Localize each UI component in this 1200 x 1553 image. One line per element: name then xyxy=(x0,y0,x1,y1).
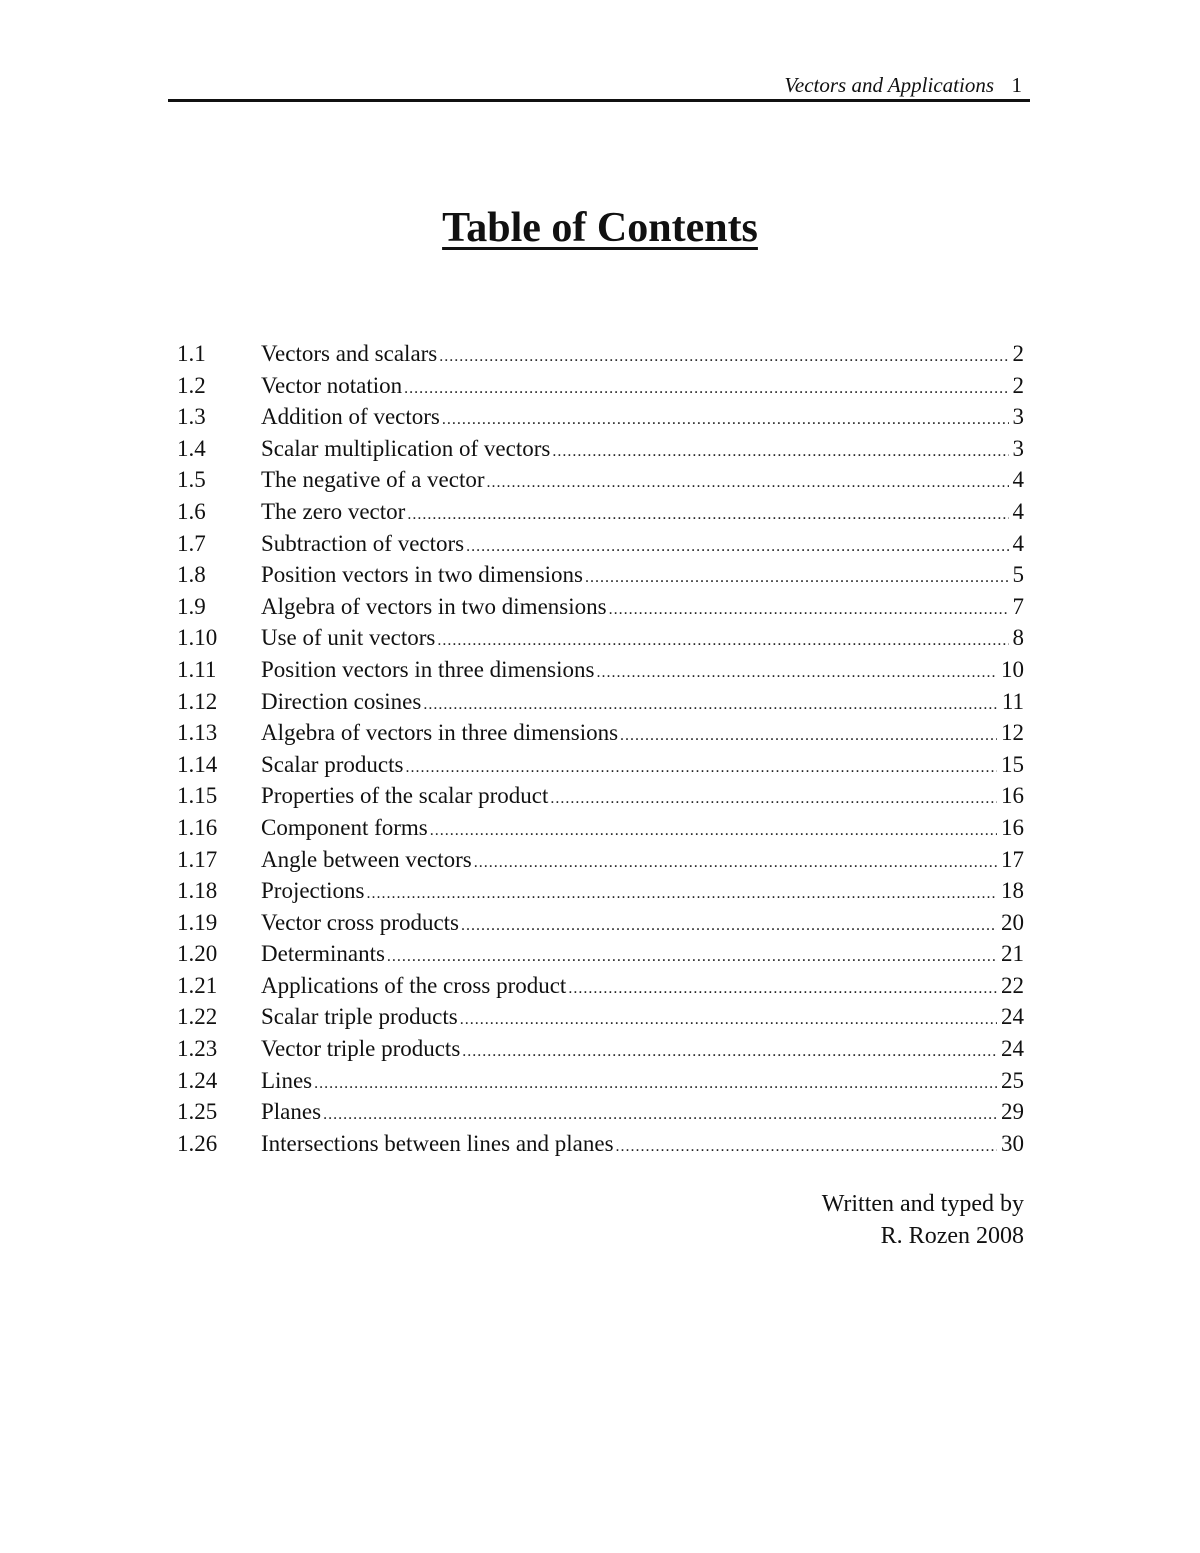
toc-dot-leader xyxy=(466,531,1008,563)
toc-entry-page: 4 xyxy=(1012,498,1024,524)
toc-entry[interactable] xyxy=(177,938,1024,970)
toc-entry[interactable] xyxy=(177,559,1024,591)
toc-dot-leader xyxy=(439,341,1008,373)
toc-entry-label: Direction cosines xyxy=(261,688,422,714)
toc-entry[interactable] xyxy=(177,591,1024,623)
toc-entry[interactable] xyxy=(177,780,1024,812)
toc-entry-number: 1.21 xyxy=(177,972,218,998)
toc-entry-number: 1.22 xyxy=(177,1004,218,1030)
toc-entry-number: 1.18 xyxy=(177,878,218,904)
toc-entry[interactable] xyxy=(177,1001,1024,1033)
toc-entry-label: Algebra of vectors in three dimensions xyxy=(261,720,619,746)
toc-entry-label: Vector triple products xyxy=(261,1036,461,1062)
toc-entry[interactable] xyxy=(177,496,1024,528)
toc-entry-page: 8 xyxy=(1012,625,1024,651)
toc-entry-label: Planes xyxy=(261,1099,322,1125)
toc-entry-page: 12 xyxy=(1001,720,1024,746)
toc-entry[interactable] xyxy=(177,433,1024,465)
toc-entry-number: 1.16 xyxy=(177,814,218,840)
toc-entry-page: 17 xyxy=(1001,846,1024,872)
toc-entry-label: Position vectors in two dimensions xyxy=(261,562,583,588)
toc-dot-leader xyxy=(585,562,1009,594)
toc-dot-leader xyxy=(552,436,1008,468)
toc-entry-label: Determinants xyxy=(261,941,385,967)
toc-entry-number: 1.12 xyxy=(177,688,218,714)
toc-entry-number: 1.8 xyxy=(177,562,206,588)
toc-dot-leader xyxy=(474,847,997,879)
page-title-text: Table of Contents xyxy=(442,205,758,251)
toc-entry[interactable] xyxy=(177,528,1024,560)
toc-entry[interactable] xyxy=(177,1096,1024,1128)
toc-entry[interactable] xyxy=(177,812,1024,844)
toc-entry-label: Algebra of vectors in two dimensions xyxy=(261,593,607,619)
toc-entry[interactable] xyxy=(177,749,1024,781)
credits-line-written: Written and typed by xyxy=(821,1191,1024,1217)
toc-entry-label: Vectors and scalars xyxy=(261,341,438,366)
toc-entry-label: Subtraction of vectors xyxy=(261,530,465,556)
toc-entry-label: The zero vector xyxy=(261,498,406,524)
toc-entry-number: 1.5 xyxy=(177,467,206,493)
toc-entry-label: Vector notation xyxy=(261,372,403,398)
toc-dot-leader xyxy=(461,910,997,942)
toc-entry-label: Intersections between lines and planes xyxy=(261,1130,614,1156)
toc-dot-leader xyxy=(462,1036,997,1068)
toc-entry-number: 1.14 xyxy=(177,751,218,777)
toc-entry-page: 2 xyxy=(1012,372,1024,398)
toc-entry[interactable] xyxy=(177,622,1024,654)
toc-entry-page: 29 xyxy=(1001,1099,1024,1125)
toc-entry-number: 1.19 xyxy=(177,909,218,935)
header-title: Vectors and Applications xyxy=(784,73,994,97)
toc-dot-leader xyxy=(442,404,1009,436)
toc-entry[interactable] xyxy=(177,844,1024,876)
toc-entry-label: Scalar multiplication of vectors xyxy=(261,435,551,461)
header-page-number: 1 xyxy=(1011,73,1022,97)
toc-entry-label: Vector cross products xyxy=(261,909,460,935)
toc-entry-label: Scalar triple products xyxy=(261,1004,458,1030)
toc-entry-number: 1.2 xyxy=(177,372,206,398)
toc-entry-label: Angle between vectors xyxy=(261,846,472,872)
toc-entry-label: Properties of the scalar product xyxy=(261,783,549,809)
page-title xyxy=(0,200,1200,256)
toc-entry-label: Projections xyxy=(261,878,365,904)
toc-entry[interactable] xyxy=(177,875,1024,907)
toc-dot-leader xyxy=(550,783,997,815)
toc-entry-number: 1.23 xyxy=(177,1036,218,1062)
toc-dot-leader xyxy=(430,815,997,847)
toc-dot-leader xyxy=(437,625,1008,657)
toc-entry[interactable] xyxy=(177,1033,1024,1065)
toc-entry-number: 1.1 xyxy=(177,341,206,366)
toc-entry-page: 10 xyxy=(1001,656,1024,682)
toc-dot-leader xyxy=(487,467,1009,499)
toc-entry-page: 3 xyxy=(1012,404,1024,430)
toc-dot-leader xyxy=(596,657,997,689)
toc-entry-page: 15 xyxy=(1001,751,1024,777)
toc-dot-leader xyxy=(387,941,997,973)
toc-entry-page: 7 xyxy=(1012,593,1024,619)
toc-entry[interactable] xyxy=(177,654,1024,686)
toc-entry[interactable] xyxy=(177,370,1024,402)
toc-entry-number: 1.9 xyxy=(177,593,206,619)
toc-entry-page: 22 xyxy=(1001,972,1024,998)
toc-entry[interactable] xyxy=(177,1128,1024,1160)
credits-line-author: R. Rozen 2008 xyxy=(880,1223,1024,1249)
toc-dot-leader xyxy=(609,594,1009,626)
toc-entry[interactable] xyxy=(177,338,1024,370)
toc-entry[interactable] xyxy=(177,401,1024,433)
toc-entry-page: 11 xyxy=(1001,688,1024,714)
toc-entry-number: 1.25 xyxy=(177,1099,218,1125)
toc-dot-leader xyxy=(568,973,997,1005)
toc-entry-number: 1.17 xyxy=(177,846,218,872)
toc-entry-label: Use of unit vectors xyxy=(261,625,436,651)
toc-dot-leader xyxy=(314,1068,997,1100)
toc-entry-page: 16 xyxy=(1001,814,1024,840)
toc-entry-page: 16 xyxy=(1001,783,1024,809)
toc-entry-page: 4 xyxy=(1012,530,1024,556)
toc-dot-leader xyxy=(460,1004,997,1036)
toc-entry-number: 1.10 xyxy=(177,625,218,651)
toc-entry-page: 21 xyxy=(1001,941,1024,967)
toc-entry-page: 24 xyxy=(1001,1036,1024,1062)
toc-entry-number: 1.13 xyxy=(177,720,218,746)
toc-entry[interactable] xyxy=(177,717,1024,749)
toc-entry-page: 30 xyxy=(1001,1130,1024,1156)
toc-entry-number: 1.26 xyxy=(177,1130,218,1156)
toc-entry-number: 1.20 xyxy=(177,941,218,967)
toc-entry[interactable] xyxy=(177,1065,1024,1097)
toc-entry-number: 1.6 xyxy=(177,498,206,524)
toc-dot-leader xyxy=(404,373,1008,405)
toc-entry[interactable] xyxy=(177,970,1024,1002)
toc-entry[interactable] xyxy=(177,907,1024,939)
toc-entry[interactable] xyxy=(177,464,1024,496)
toc-entry-number: 1.7 xyxy=(177,530,206,556)
toc-entry-page: 20 xyxy=(1001,909,1024,935)
toc-entry-label: The negative of a vector xyxy=(261,467,485,493)
running-header xyxy=(168,68,1030,102)
toc-dot-leader xyxy=(616,1131,997,1163)
toc-entry[interactable] xyxy=(177,686,1024,718)
toc-dot-leader xyxy=(620,720,997,752)
toc-entry-page: 4 xyxy=(1012,467,1024,493)
toc-dot-leader xyxy=(323,1099,997,1131)
toc-entry-number: 1.3 xyxy=(177,404,206,430)
toc-entry-number: 1.4 xyxy=(177,435,206,461)
toc-entry-number: 1.11 xyxy=(177,656,217,682)
toc-entry-label: Addition of vectors xyxy=(261,404,440,430)
toc-entry-label: Component forms xyxy=(261,814,428,840)
toc-entry-page: 25 xyxy=(1001,1067,1024,1093)
toc-entry-page: 5 xyxy=(1012,562,1024,588)
toc-entry-page: 18 xyxy=(1001,878,1024,904)
toc-dot-leader xyxy=(405,752,997,784)
toc-entry-number: 1.15 xyxy=(177,783,218,809)
toc-entry-label: Applications of the cross product xyxy=(261,972,567,998)
toc-entry-label: Lines xyxy=(261,1067,313,1093)
toc-entry-label: Scalar products xyxy=(261,751,404,777)
table-of-contents xyxy=(177,338,1024,1159)
toc-dot-leader xyxy=(367,878,998,910)
credits xyxy=(822,1188,1024,1252)
toc-entry-label: Position vectors in three dimensions xyxy=(261,656,595,682)
toc-entry-page: 2 xyxy=(1012,341,1024,366)
toc-dot-leader xyxy=(407,499,1008,531)
toc-dot-leader xyxy=(423,689,998,721)
toc-entry-number: 1.24 xyxy=(177,1067,218,1093)
toc-entry-page: 3 xyxy=(1012,435,1024,461)
toc-entry-page: 24 xyxy=(1001,1004,1024,1030)
